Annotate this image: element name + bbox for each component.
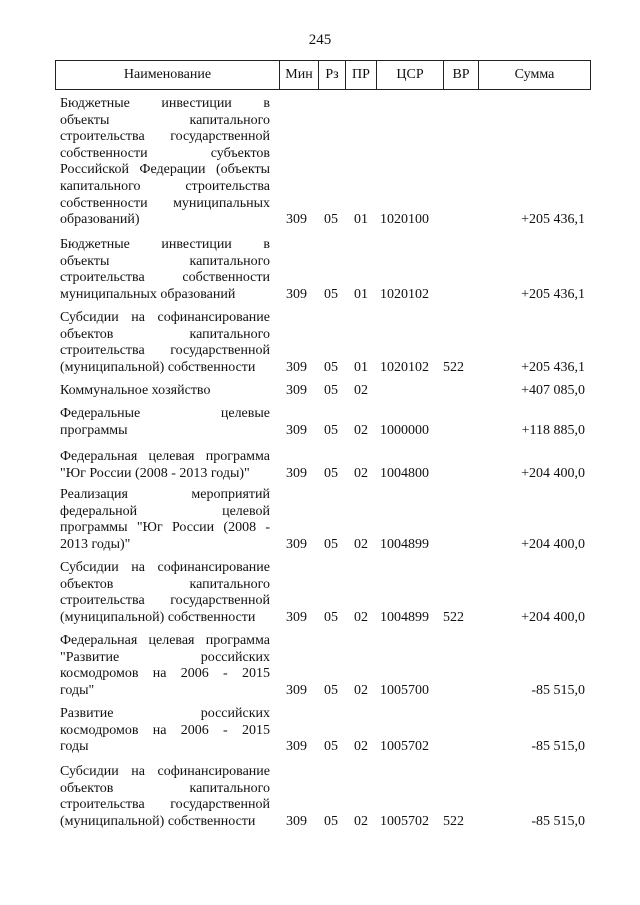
- row-name-line: Бюджетные инвестиции в: [60, 237, 270, 252]
- cell-sum: +204 400,0: [521, 465, 585, 481]
- cell-pr: 02: [354, 609, 368, 625]
- row-name-line: Федеральная целевая программа: [60, 449, 270, 464]
- row-name: [60, 449, 270, 482]
- cell-sum: +118 885,0: [521, 422, 585, 438]
- row-name: [60, 560, 270, 626]
- cell-pr: 01: [354, 286, 368, 302]
- row-name-line: Реализация мероприятий: [60, 487, 270, 502]
- cell-min: 309: [286, 422, 307, 438]
- cell-min: 309: [286, 739, 307, 755]
- cell-rz: 05: [324, 383, 338, 398]
- column-header-sum: Сумма: [479, 61, 591, 90]
- column-header-vr: ВР: [444, 61, 479, 90]
- cell-vr: 522: [443, 609, 464, 625]
- row-name-line: федеральной целевой: [60, 503, 270, 519]
- cell-sum: +204 400,0: [521, 609, 585, 625]
- cell-min: 309: [286, 359, 307, 375]
- cell-csr: 1005702: [380, 739, 429, 755]
- table-row: [0, 764, 640, 830]
- cell-sum: -85 515,0: [531, 739, 585, 755]
- row-name-line: Бюджетные инвестиции в: [60, 96, 270, 111]
- row-name-line: строительства государственной: [60, 797, 270, 813]
- cell-rz: 05: [324, 422, 338, 438]
- row-name-line: программы: [60, 422, 128, 438]
- cell-min: 309: [286, 383, 307, 398]
- cell-sum: +205 436,1: [521, 286, 585, 302]
- cell-pr: 02: [354, 465, 368, 481]
- row-name: [60, 633, 270, 699]
- cell-sum: -85 515,0: [531, 682, 585, 698]
- row-name-line: строительства собственности: [60, 270, 270, 286]
- column-header-pr: ПР: [346, 61, 377, 90]
- row-name-line: Федеральные целевые: [60, 406, 270, 421]
- table-row: [0, 449, 640, 482]
- row-name: [60, 764, 270, 830]
- table-row: [0, 487, 640, 553]
- cell-rz: 05: [324, 536, 338, 552]
- cell-sum: +204 400,0: [521, 536, 585, 552]
- cell-sum: +407 085,0: [521, 383, 585, 398]
- table-row: [0, 96, 640, 229]
- column-header-min: Мин: [280, 61, 319, 90]
- row-name-line: строительства государственной: [60, 129, 270, 145]
- cell-csr: 1005702: [380, 813, 429, 829]
- row-name: [60, 383, 270, 400]
- cell-sum: +205 436,1: [521, 212, 585, 228]
- cell-pr: 02: [354, 536, 368, 552]
- cell-vr: 522: [443, 813, 464, 829]
- table-row: [0, 560, 640, 626]
- row-name-line: годы": [60, 682, 95, 698]
- cell-csr: 1004800: [380, 465, 429, 481]
- row-name-line: объектов капитального: [60, 576, 270, 592]
- table-row: [0, 237, 640, 303]
- row-name-line: Развитие российских: [60, 706, 270, 721]
- row-name-line: Субсидии на софинансирование: [60, 764, 270, 779]
- row-name-line: образований): [60, 212, 140, 228]
- cell-vr: 522: [443, 359, 464, 375]
- cell-pr: 02: [354, 813, 368, 829]
- row-name: [60, 310, 270, 376]
- row-name-line: капитального строительства: [60, 178, 270, 194]
- row-name-line: собственности субъектов: [60, 145, 270, 161]
- cell-rz: 05: [324, 609, 338, 625]
- cell-csr: 1020102: [380, 286, 429, 302]
- cell-rz: 05: [324, 813, 338, 829]
- cell-pr: 01: [354, 212, 368, 228]
- cell-rz: 05: [324, 212, 338, 228]
- row-name-line: (муниципальной) собственности: [60, 813, 256, 829]
- table-row: [0, 310, 640, 376]
- row-name-line: Российской Федерации (объекты: [60, 162, 270, 178]
- row-name-line: "Развитие российских: [60, 649, 270, 665]
- row-name-line: космодромов на 2006 - 2015: [60, 722, 270, 738]
- row-name-line: объекты капитального: [60, 112, 270, 128]
- cell-min: 309: [286, 212, 307, 228]
- row-name-line: (муниципальной) собственности: [60, 609, 256, 625]
- row-name-line: строительства государственной: [60, 343, 270, 359]
- row-name: [60, 706, 270, 756]
- cell-sum: +205 436,1: [521, 359, 585, 375]
- row-name-line: Субсидии на софинансирование: [60, 310, 270, 325]
- row-name-line: собственности муниципальных: [60, 195, 270, 211]
- cell-pr: 02: [354, 422, 368, 438]
- row-name-line: (муниципальной) собственности: [60, 359, 256, 375]
- cell-min: 309: [286, 286, 307, 302]
- cell-pr: 02: [354, 383, 368, 398]
- row-name-line: Федеральная целевая программа: [60, 633, 270, 648]
- row-name: [60, 237, 270, 303]
- row-name-line: строительства государственной: [60, 593, 270, 609]
- column-header-name: Наименование: [56, 61, 280, 90]
- table-row: [0, 706, 640, 756]
- cell-rz: 05: [324, 359, 338, 375]
- cell-csr: 1004899: [380, 609, 429, 625]
- cell-rz: 05: [324, 739, 338, 755]
- cell-rz: 05: [324, 682, 338, 698]
- row-name: [60, 406, 270, 439]
- cell-min: 309: [286, 536, 307, 552]
- row-name-line: программы "Юг России (2008 -: [60, 520, 270, 536]
- row-name: [60, 487, 270, 553]
- row-name-line: объекты капитального: [60, 253, 270, 269]
- cell-min: 309: [286, 609, 307, 625]
- row-name-line: Коммунальное хозяйство: [60, 383, 211, 398]
- cell-pr: 01: [354, 359, 368, 375]
- cell-csr: 1000000: [380, 422, 429, 438]
- column-header-rz: Рз: [319, 61, 346, 90]
- cell-min: 309: [286, 682, 307, 698]
- row-name-line: объектов капитального: [60, 326, 270, 342]
- cell-sum: -85 515,0: [531, 813, 585, 829]
- table-row: [0, 633, 640, 699]
- cell-pr: 02: [354, 682, 368, 698]
- row-name-line: Субсидии на софинансирование: [60, 560, 270, 575]
- cell-pr: 02: [354, 739, 368, 755]
- column-header-csr: ЦСР: [377, 61, 444, 90]
- cell-csr: 1020100: [380, 212, 429, 228]
- page-number: 245: [308, 32, 332, 48]
- table-row: [0, 383, 640, 400]
- row-name-line: "Юг России (2008 - 2013 годы)": [60, 465, 250, 481]
- row-name-line: годы: [60, 739, 89, 755]
- cell-csr: 1020102: [380, 359, 429, 375]
- cell-csr: 1004899: [380, 536, 429, 552]
- row-name-line: объектов капитального: [60, 780, 270, 796]
- cell-min: 309: [286, 465, 307, 481]
- cell-min: 309: [286, 813, 307, 829]
- row-name-line: космодромов на 2006 - 2015: [60, 666, 270, 682]
- row-name: [60, 96, 270, 229]
- row-name-line: 2013 годы)": [60, 536, 131, 552]
- table-row: [0, 406, 640, 439]
- cell-rz: 05: [324, 465, 338, 481]
- cell-rz: 05: [324, 286, 338, 302]
- cell-csr: 1005700: [380, 682, 429, 698]
- row-name-line: муниципальных образований: [60, 286, 236, 302]
